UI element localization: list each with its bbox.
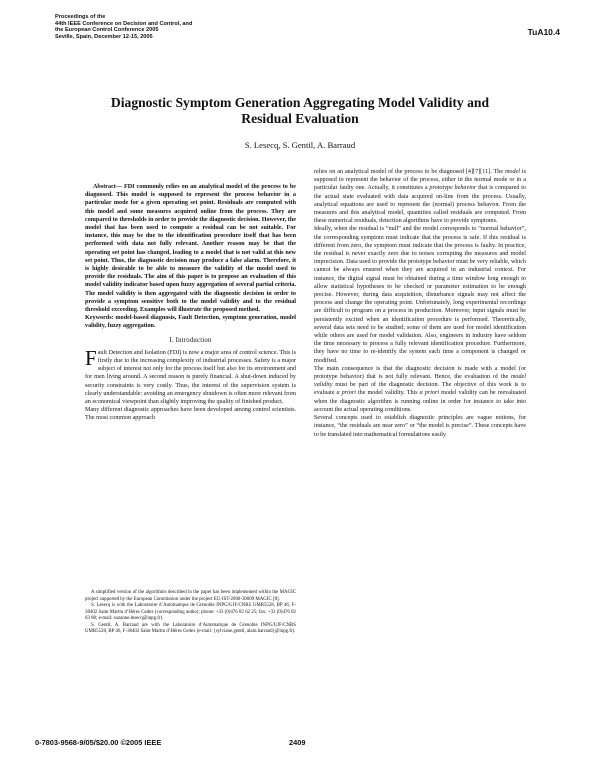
right-paragraph-2: Ideally, when the residual is “null” and the model corresponds to “normal behavior”, the corresponding symptom must indicate that the process is safe. If this residual is different from zero, the symptom must indicate that the process is faulty. In practice, the residual is never exactly zero due to noises corrupting the measures and model imprecision. Data used to provide the prototype behavior must be very reliable, which cannot be always ensured when they are acquired in an industrial context. For instance, the digital signal must be obtained during a time window long enough to allow statistical hypotheses to be checked or parameter estimation to be enough precise. However, during data acquisition, disturbance signals may not affect the process and change the operating point. Unfortunately, long experimental recordings are difficult to program on a process in production. Moreover, input signals must be persistently excited when an identification procedure is performed. Theoretically, several data sets need to be studied; some of them are used for model identification while others are used for model validation. Also, engineers in industry have seldom the time necessary to process a fully relevant identification procedure. Furthermore, they have no time to re-identify the system each time a component is changed or modified.	[314, 226, 526, 364]
text-run: model validity can be reevaluated when the diagnostic algorithm is running online in order for instance to take into account the actual operating conditions.	[314, 390, 526, 413]
proceedings-header	[55, 14, 315, 40]
keywords	[85, 314, 296, 330]
intro-paragraph-2: Many different diagnostic approaches have been developed among control scientists. The most common approach	[85, 407, 296, 422]
right-paragraph-3	[314, 365, 526, 414]
proceedings-line: the European Control Conference 2005	[55, 27, 159, 34]
right-paragraph-4: Several concepts used to establish diagnostic principles are vague notions, for instance, “the residuals are near zero” or “the model is precise”. These concepts have to be translated into mathematical formulations easily	[314, 415, 526, 438]
paper-title	[60, 95, 540, 127]
italic-term: model	[504, 169, 520, 175]
intro-paragraph-1-text: ault Detection and Isolation (FDI) is now a major area of control science. This is firstly due to the increasing complexity of industrial processes. Safety is a major subject of interest not only for the process itself but also for its environment and for men living around. A second reason is purely financial. A shut-down induced by security constraints is very costly. Thus, the interest of the supervision system is clearly understandable: avoiding an emergency shutdown is often more relevant from an economical viewpoint than slightly improving the quality of finished product.	[85, 349, 296, 406]
abstract	[85, 183, 296, 314]
footer-isbn: 0-7803-9568-9/05/$20.00 ©2005 IEEE	[35, 738, 162, 747]
proceedings-line: 44th IEEE Conference on Decision and Control, and	[55, 20, 193, 27]
keywords-text: model-based diagnosis, Fault Detection, symptom generation, model validity, fuzzy aggregation.	[85, 315, 296, 330]
intro-paragraph-1	[85, 345, 296, 406]
italic-term: prototype behavior	[429, 185, 477, 192]
italic-term: model validity	[314, 374, 526, 389]
proceedings-line: Proceedings of the	[55, 14, 106, 20]
footnotes	[85, 590, 296, 636]
italic-term: a priori	[336, 390, 356, 397]
title-line-1: Diagnostic Symptom Generation Aggregating Model Validity and	[110, 95, 490, 110]
right-paragraph-1	[314, 168, 526, 225]
text-run: that is compared to the actual state evaluated with data acquired on-line from the process. Usually, analytical equations are used to represent the (normal) process behavior. From the measures and this analytical model, quantities called residuals are computed. From these numerical residuals, detection algorithms have to provide symptoms.	[314, 185, 527, 225]
text-run: must be part of the diagnostic decision. The objective of this work is to evaluate	[314, 382, 526, 397]
abstract-label: Abstract—	[93, 184, 122, 190]
title-line-2: Residual Evaluation	[241, 111, 359, 126]
drop-cap: F	[85, 345, 97, 370]
text-run: is supposed to represent the behavior of the process, either in the normal mode or in a particular faulty one. Actually, it constitutes a	[314, 169, 526, 192]
page-number: 2409	[289, 738, 306, 747]
right-column	[314, 168, 526, 439]
footnote: S. Lesecq is with the Laboratoire d’Automatique de Grenoble INPG/UJF/CNRS UMR5528, BP 46, F-38402 Saint Martin d’Hères Cedex (corresponding author; phone: +33 (0)476 82 62 25; fax: +33 (0)476 82 63 88; e-mail: suzanne.lesecq@inpg.fr).	[85, 603, 296, 621]
italic-term: a priori	[419, 390, 440, 397]
text-run: The main consequence is that the diagnostic decision is made with a model (or prototype behavior) that is not fully relevant. Hence, the evaluation of the	[314, 365, 526, 381]
text-run: relies on an analytical model of the process to be diagnosed [4][7][11]. The	[314, 169, 505, 175]
proceedings-line: Seville, Spain, December 12-15, 2005	[55, 33, 153, 40]
footnote: S. Gentil, A. Barraud are with the Laboratoire d’Automatique de Grenoble INPG/UJF/CNRS UMR5528, BP 46, F-38402 Saint Martin d’Hères Cedex (e-mail: {sylviane.gentil, alain.barraud}@inpg.fr).	[85, 622, 296, 634]
section-heading-introduction: I. Introduction	[169, 336, 212, 344]
paper-authors: S. Lesecq, S. Gentil, A. Barraud	[244, 140, 356, 150]
left-column	[85, 183, 296, 423]
footnote: A simplified version of the algorithms described in the paper has been implemented within the MAGIC project supported by the European Commission under the project EU-IST-2000-30009 MAGIC [8].	[85, 590, 296, 602]
keywords-label: Keywords:	[85, 315, 114, 322]
text-run: the model validity. This	[355, 390, 420, 397]
session-code: TuA10.4	[527, 27, 560, 37]
abstract-text: FDI commonly relies on an analytical model of the process to be diagnosed. This model is supposed to represent the process behavior in a particular mode for a given operating set point. Residuals are computed with this model and some measures acquired online from the process. They are compared to thresholds in order to provide the diagnostic decision. However, the model that has been used to compute a residual can be not suitable. For instance, this may be due to the identification procedure itself that has been performed with data not fully relevant. Another reason may be that the operating set point has changed, leading to a model that is not valid at this new set point. Thus, the diagnostic decision may produce a false alarm. Therefore, it is highly desirable to be able to measure the validity of the model used to provide the residuals. The aim of this paper is to propose an evaluation of this model validity indicator based upon fuzzy aggregation of several partial criteria. The model validity is then aggregated with the diagnostic decision in order to provide a symptom sensitive both to the model validity and to the residual threshold exceeding. Examples will illustrate the proposed method.	[85, 184, 296, 314]
